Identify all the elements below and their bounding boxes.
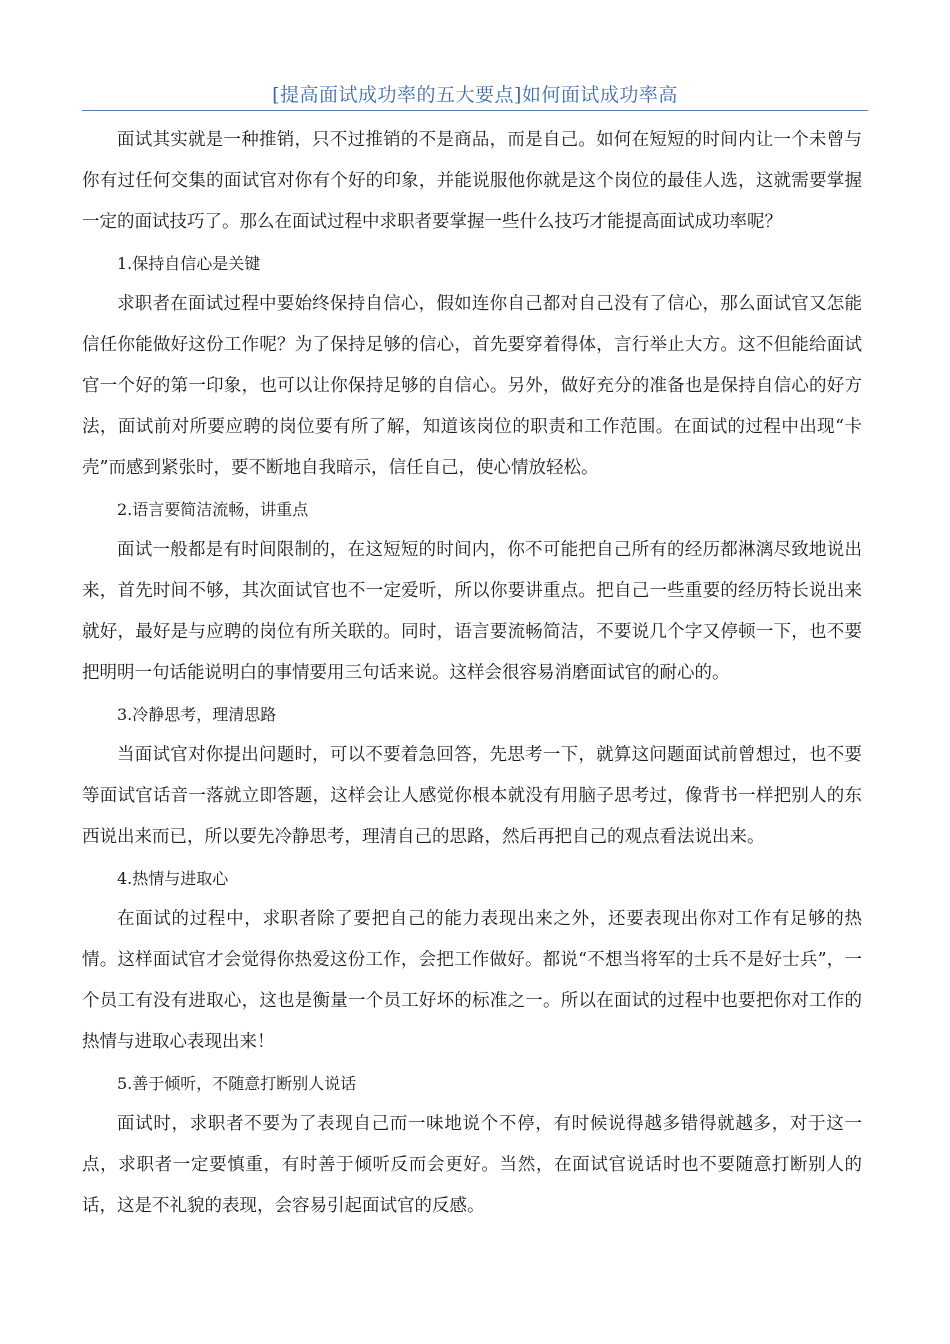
section-heading-3: 3.冷静思考，理清思路	[117, 705, 277, 724]
article-body	[82, 120, 862, 1227]
header-title: [提高面试成功率的五大要点]如何面试成功率高	[272, 84, 678, 106]
section-body-5: 面试时，求职者不要为了表现自己而一味地说个不停，有时候说得越多错得就越多，对于这一点，求职者一定要慎重，有时善于倾听反而会更好。当然，在面试官说话时也不要随意打断别人的话，这是不礼貌的表现，会容易引起面试官的反感。	[82, 1114, 862, 1216]
section-heading-1: 1.保持自信心是关键	[117, 254, 261, 273]
section-body-2: 面试一般都是有时间限制的，在这短短的时间内，你不可能把自己所有的经历都淋漓尽致地说出来，首先时间不够，其次面试官也不一定爱听，所以你要讲重点。把自己一些重要的经历特长说出来就好，最好是与应聘的岗位有所关联的。同时，语言要流畅简洁，不要说几个字又停顿一下，也不要把明明一句话能说明白的事情要用三句话来说。这样会很容易消磨面试官的耐心的。	[82, 540, 862, 683]
page-header	[82, 82, 868, 111]
section-heading-2: 2.语言要简洁流畅，讲重点	[117, 500, 309, 519]
intro-paragraph: 面试其实就是一种推销，只不过推销的不是商品，而是自己。如何在短短的时间内让一个未曾与你有过任何交集的面试官对你有个好的印象，并能说服他你就是这个岗位的最佳人选，这就需要掌握一定的面试技巧了。那么在面试过程中求职者要掌握一些什么技巧才能提高面试成功率呢？	[82, 130, 862, 232]
section-body-1: 求职者在面试过程中要始终保持自信心，假如连你自己都对自己没有了信心，那么面试官又怎能信任你能做好这份工作呢？为了保持足够的信心，首先要穿着得体，言行举止大方。这不但能给面试官一个好的第一印象，也可以让你保持足够的自信心。另外，做好充分的准备也是保持自信心的好方法，面试前对所要应聘的岗位要有所了解，知道该岗位的职责和工作范围。在面试的过程中出现“卡壳”而感到紧张时，要不断地自我暗示，信任自己，使心情放轻松。	[82, 294, 862, 478]
section-body-4: 在面试的过程中，求职者除了要把自己的能力表现出来之外，还要表现出你对工作有足够的热情。这样面试官才会觉得你热爱这份工作，会把工作做好。都说“不想当将军的士兵不是好士兵”，一个员工有没有进取心，这也是衡量一个员工好坏的标准之一。所以在面试的过程中也要把你对工作的热情与进取心表现出来！	[82, 909, 862, 1052]
section-heading-5: 5.善于倾听，不随意打断别人说话	[117, 1074, 357, 1093]
section-body-3: 当面试官对你提出问题时，可以不要着急回答，先思考一下，就算这问题面试前曾想过，也不要等面试官话音一落就立即答题，这样会让人感觉你根本就没有用脑子思考过，像背书一样把别人的东西说出来而已，所以要先冷静思考，理清自己的思路，然后再把自己的观点看法说出来。	[82, 745, 862, 847]
section-heading-4: 4.热情与进取心	[117, 869, 229, 888]
